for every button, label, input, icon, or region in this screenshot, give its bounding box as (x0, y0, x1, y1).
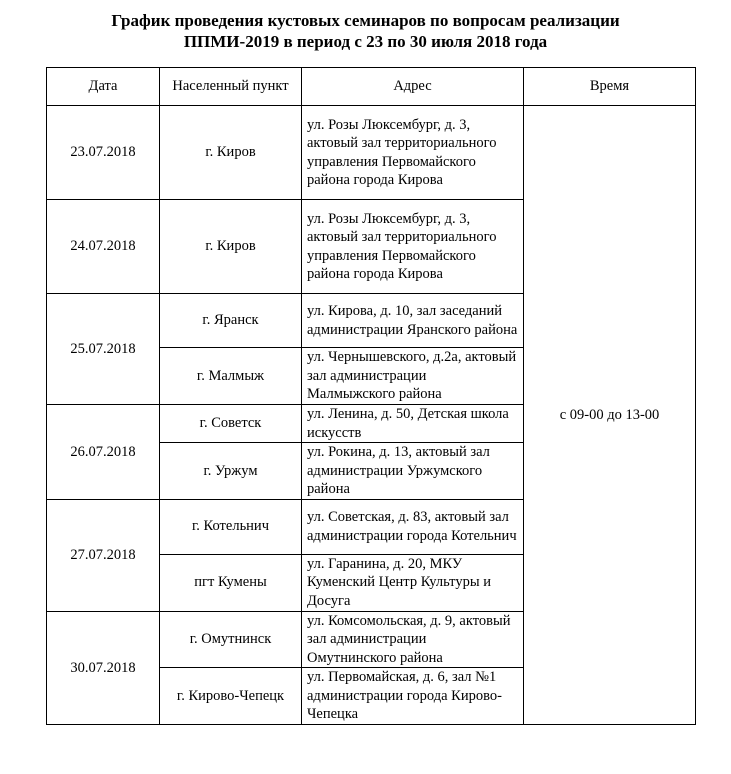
table-row (47, 106, 696, 200)
address-cell: ул. Розы Люксембург, д. 3, актовый зал территориального управления Первомайского района города Кирова (302, 106, 524, 200)
address-cell: ул. Ленина, д. 50, Детская школа искусств (302, 405, 524, 443)
place-cell: г. Яранск (160, 294, 302, 348)
title-line-1: График проведения кустовых семинаров по вопросам реализации (111, 11, 620, 30)
schedule-table (46, 67, 696, 725)
date-cell: 25.07.2018 (47, 294, 160, 405)
header-date: Дата (47, 68, 160, 106)
address-cell: ул. Розы Люксембург, д. 3, актовый зал территориального управления Первомайского района города Кирова (302, 200, 524, 294)
place-cell: г. Котельнич (160, 499, 302, 554)
address-cell: ул. Чернышевского, д.2а, актовый зал администрации Малмыжского района (302, 348, 524, 405)
date-cell: 23.07.2018 (47, 106, 160, 200)
header-time: Время (524, 68, 696, 106)
address-cell: ул. Рокина, д. 13, актовый зал администрации Уржумского района (302, 443, 524, 500)
address-cell: ул. Гаранина, д. 20, МКУ Куменский Центр Культуры и Досуга (302, 554, 524, 611)
header-address: Адрес (302, 68, 524, 106)
place-cell: г. Уржум (160, 443, 302, 500)
place-cell: г. Советск (160, 405, 302, 443)
place-cell: г. Киров (160, 106, 302, 200)
address-cell: ул. Советская, д. 83, актовый зал администрации города Котельнич (302, 499, 524, 554)
place-cell: г. Омутнинск (160, 611, 302, 668)
address-cell: ул. Комсомольская, д. 9, актовый зал администрации Омутнинского района (302, 611, 524, 668)
place-cell: г. Кирово-Чепецк (160, 668, 302, 725)
date-cell: 27.07.2018 (47, 499, 160, 611)
date-cell: 24.07.2018 (47, 200, 160, 294)
time-cell: с 09-00 до 13-00 (524, 106, 696, 725)
address-cell: ул. Первомайская, д. 6, зал №1 администрации города Кирово-Чепецка (302, 668, 524, 725)
date-cell: 26.07.2018 (47, 405, 160, 500)
place-cell: г. Киров (160, 200, 302, 294)
document-title (0, 10, 731, 52)
address-cell: ул. Кирова, д. 10, зал заседаний администрации Яранского района (302, 294, 524, 348)
header-place: Населенный пункт (160, 68, 302, 106)
place-cell: пгт Кумены (160, 554, 302, 611)
date-cell: 30.07.2018 (47, 611, 160, 725)
title-line-2: ППМИ-2019 в период с 23 по 30 июля 2018 года (183, 32, 548, 51)
place-cell: г. Малмыж (160, 348, 302, 405)
header-row (47, 68, 696, 106)
